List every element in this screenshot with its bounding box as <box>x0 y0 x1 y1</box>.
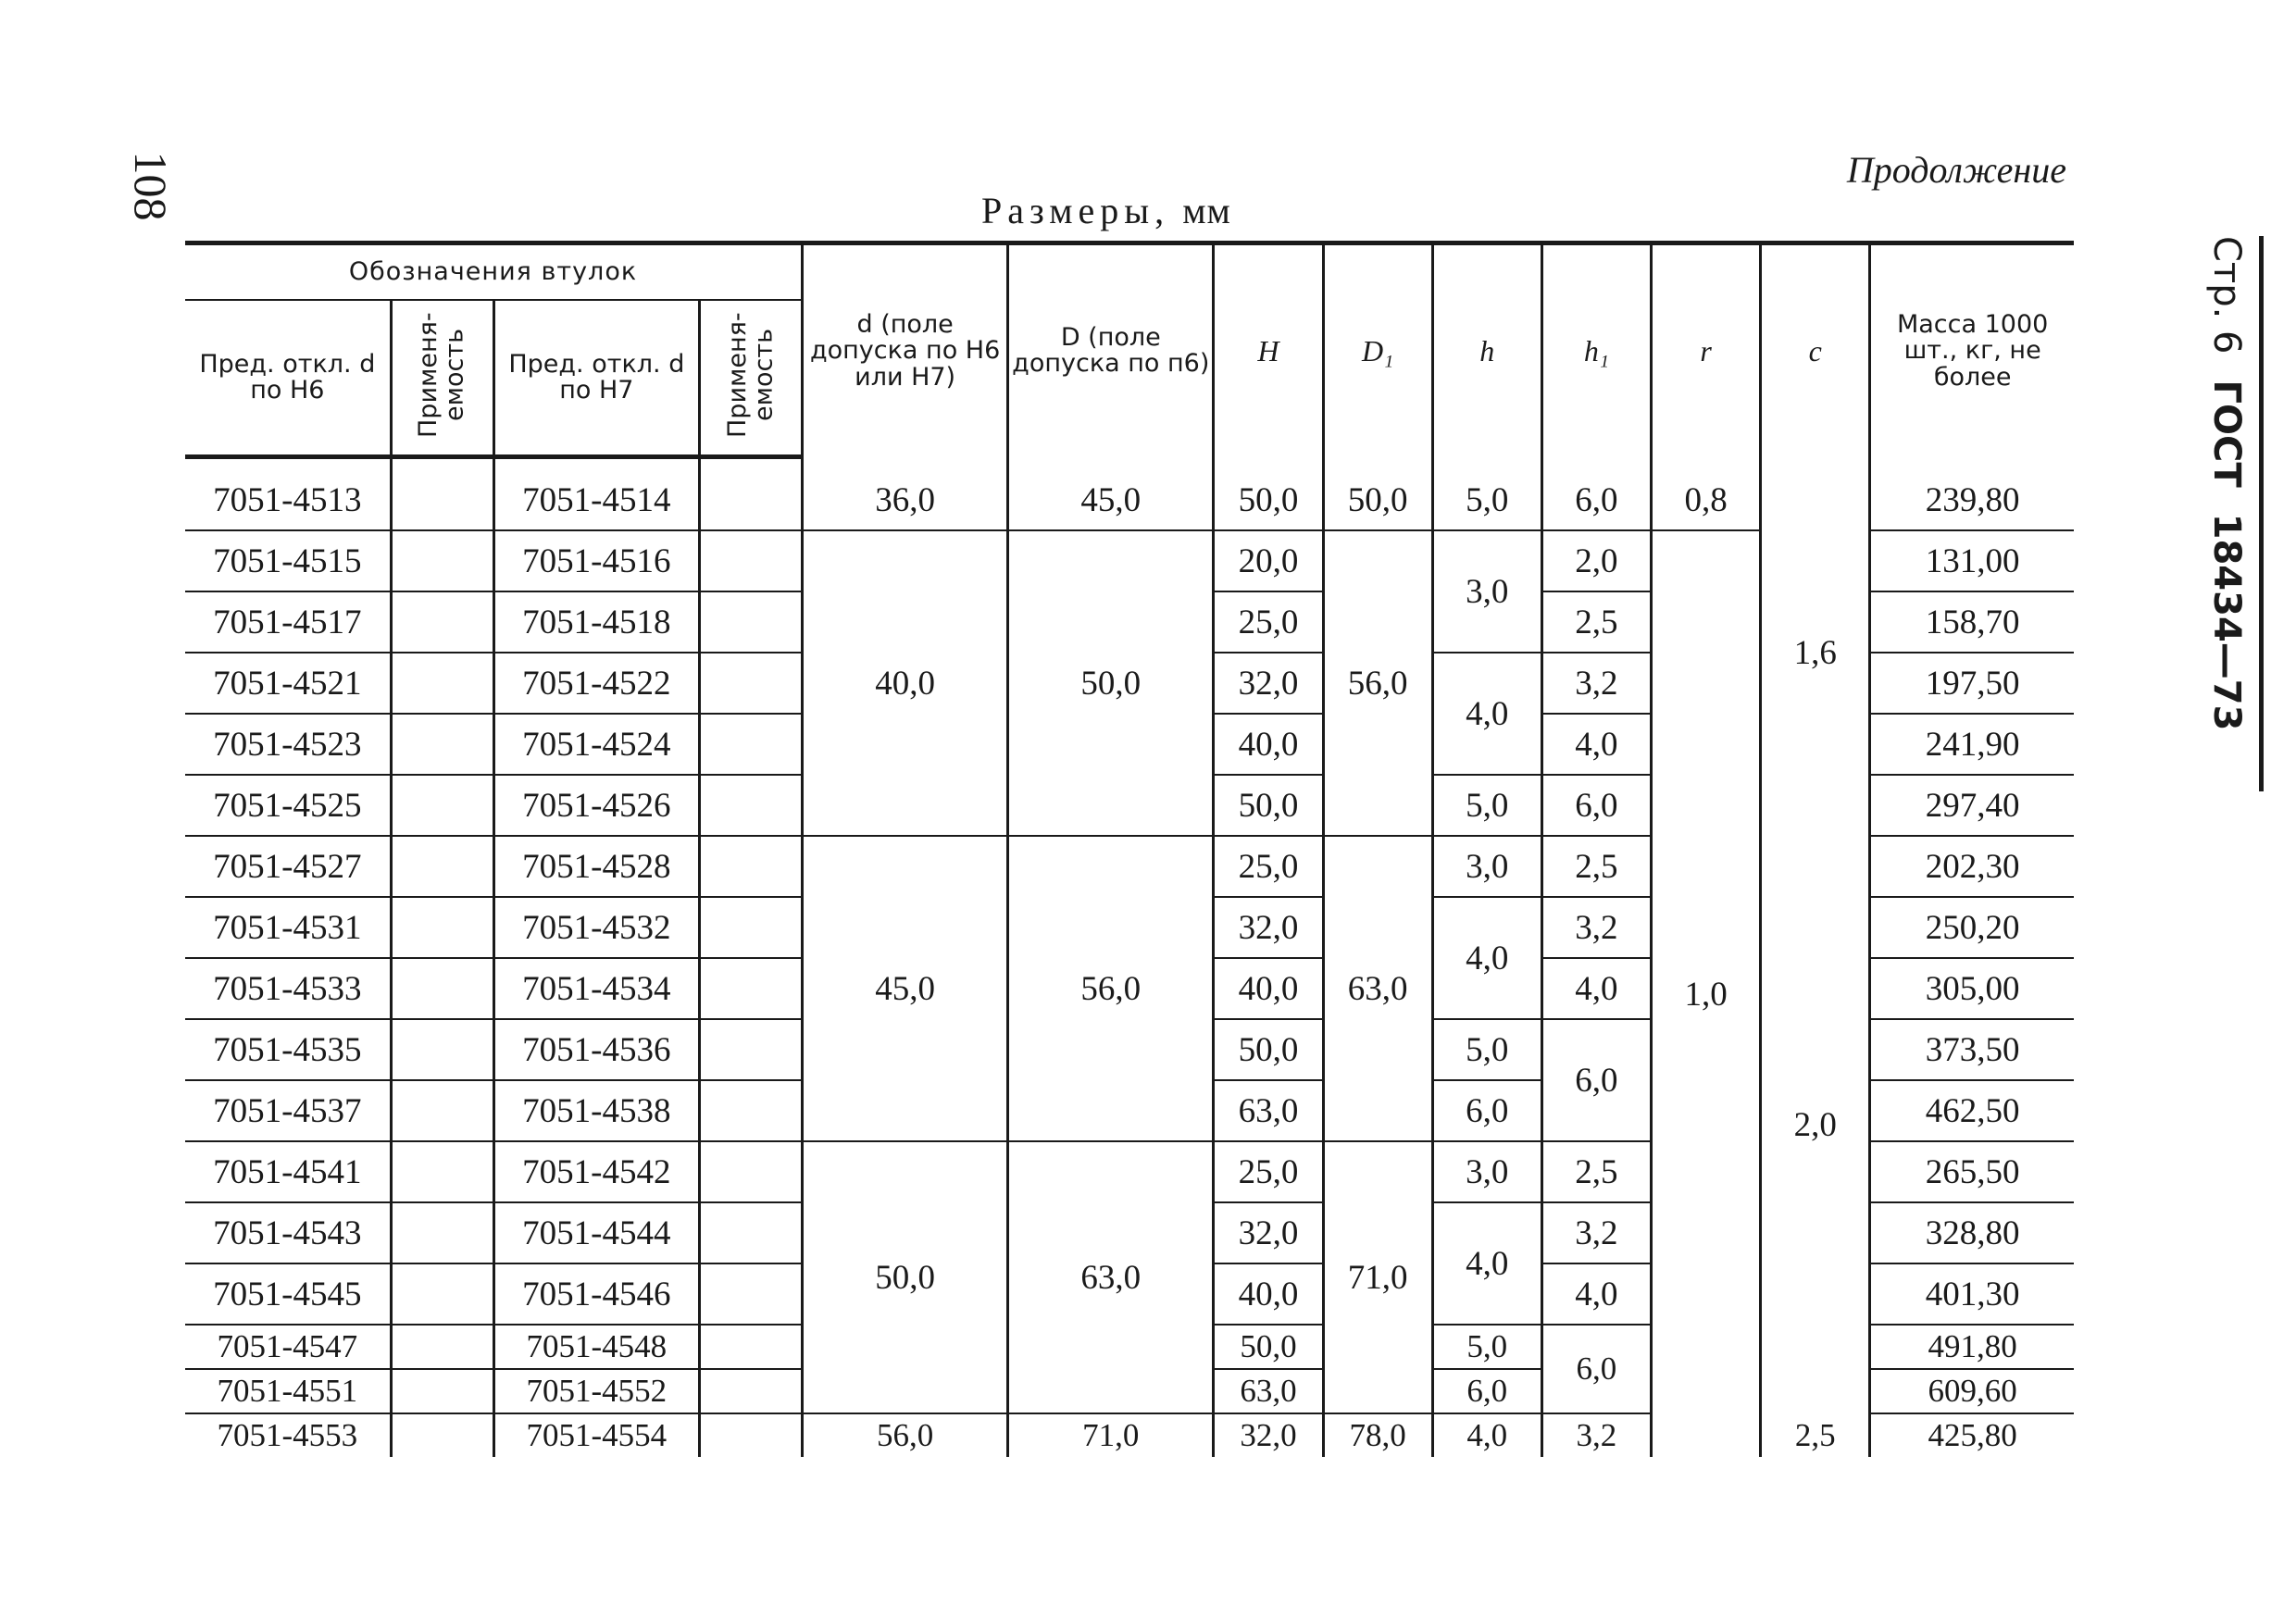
cell-h: 3,0 <box>1432 530 1541 653</box>
table-row <box>185 836 2074 897</box>
cell-H: 32,0 <box>1214 1202 1323 1263</box>
cell-h: 5,0 <box>1432 775 1541 836</box>
cell-applicability <box>391 470 493 530</box>
cell-d: 45,0 <box>803 836 1008 1141</box>
header-applicability-1 <box>391 300 493 457</box>
cell-applicability <box>391 1413 493 1457</box>
header-pred-h6: Пред. откл. d по Н6 <box>185 300 391 457</box>
cell-pred-h7: 7051-4538 <box>493 1080 699 1141</box>
table-title <box>981 189 1231 232</box>
cell-pred-h7: 7051-4524 <box>493 714 699 775</box>
cell-mass: 297,40 <box>1870 775 2074 836</box>
cell-applicability <box>699 775 802 836</box>
cell-mass: 491,80 <box>1870 1325 2074 1369</box>
cell-pred-h6: 7051-4527 <box>185 836 391 897</box>
cell-pred-h7: 7051-4534 <box>493 958 699 1019</box>
cell-H: 50,0 <box>1214 1325 1323 1369</box>
cell-pred-h7: 7051-4546 <box>493 1263 699 1325</box>
cell-mass: 158,70 <box>1870 591 2074 653</box>
cell-c: 2,0 <box>1761 836 1870 1413</box>
cell-pred-h7: 7051-4516 <box>493 530 699 591</box>
cell-H: 50,0 <box>1214 775 1323 836</box>
cell-H: 40,0 <box>1214 714 1323 775</box>
cell-applicability <box>391 1202 493 1263</box>
cell-h1: 2,5 <box>1541 591 1651 653</box>
cell-applicability <box>699 714 802 775</box>
cell-D1: 63,0 <box>1323 836 1432 1141</box>
cell-D: 45,0 <box>1008 470 1214 530</box>
cell-c: 1,6 <box>1761 470 1870 836</box>
cell-pred-h7: 7051-4554 <box>493 1413 699 1457</box>
cell-pred-h6: 7051-4541 <box>185 1141 391 1202</box>
cell-pred-h6: 7051-4547 <box>185 1325 391 1369</box>
cell-pred-h7: 7051-4522 <box>493 653 699 714</box>
cell-mass: 197,50 <box>1870 653 2074 714</box>
cell-applicability <box>391 897 493 958</box>
cell-applicability <box>391 775 493 836</box>
cell-mass: 202,30 <box>1870 836 2074 897</box>
cell-pred-h6: 7051-4525 <box>185 775 391 836</box>
cell-D1: 56,0 <box>1323 530 1432 836</box>
header-D1: D₁ <box>1323 243 1432 457</box>
cell-H: 63,0 <box>1214 1080 1323 1141</box>
cell-H: 32,0 <box>1214 653 1323 714</box>
cell-pred-h7: 7051-4518 <box>493 591 699 653</box>
running-header-standard: ГОСТ <box>2205 380 2249 488</box>
cell-H: 20,0 <box>1214 530 1323 591</box>
header-applicability-2 <box>699 300 802 457</box>
cell-r: 1,0 <box>1652 530 1761 1457</box>
cell-h: 5,0 <box>1432 1325 1541 1369</box>
cell-applicability <box>699 1019 802 1080</box>
cell-pred-h6: 7051-4545 <box>185 1263 391 1325</box>
cell-applicability <box>699 653 802 714</box>
cell-pred-h6: 7051-4515 <box>185 530 391 591</box>
cell-applicability <box>391 1080 493 1141</box>
cell-pred-h6: 7051-4553 <box>185 1413 391 1457</box>
cell-h1: 4,0 <box>1541 714 1651 775</box>
cell-h: 4,0 <box>1432 653 1541 775</box>
cell-D1: 78,0 <box>1323 1413 1432 1457</box>
cell-pred-h6: 7051-4531 <box>185 897 391 958</box>
running-header-number: 18434—73 <box>2205 513 2249 731</box>
header-bushing-designations: Обозначения втулок <box>185 243 803 301</box>
cell-pred-h7: 7051-4514 <box>493 470 699 530</box>
cell-H: 25,0 <box>1214 836 1323 897</box>
cell-D: 50,0 <box>1008 530 1214 836</box>
cell-h: 5,0 <box>1432 1019 1541 1080</box>
cell-applicability <box>391 1369 493 1413</box>
table-title-main: Размеры, <box>981 190 1170 231</box>
cell-mass: 328,80 <box>1870 1202 2074 1263</box>
running-header <box>2199 236 2264 791</box>
cell-pred-h6: 7051-4521 <box>185 653 391 714</box>
cell-mass: 250,20 <box>1870 897 2074 958</box>
header-pred-h7: Пред. откл. d по Н7 <box>493 300 699 457</box>
cell-h: 6,0 <box>1432 1080 1541 1141</box>
header-gap-row <box>185 457 2074 471</box>
cell-pred-h7: 7051-4552 <box>493 1369 699 1413</box>
cell-pred-h6: 7051-4535 <box>185 1019 391 1080</box>
cell-mass: 462,50 <box>1870 1080 2074 1141</box>
header-applicability-1-text: Применя-емость <box>414 312 469 438</box>
cell-pred-h7: 7051-4528 <box>493 836 699 897</box>
cell-applicability <box>699 836 802 897</box>
cell-applicability <box>699 530 802 591</box>
cell-mass: 239,80 <box>1870 470 2074 530</box>
cell-H: 63,0 <box>1214 1369 1323 1413</box>
cell-r: 0,8 <box>1652 470 1761 530</box>
cell-applicability <box>699 1325 802 1369</box>
cell-mass: 425,80 <box>1870 1413 2074 1457</box>
cell-h1: 2,0 <box>1541 530 1651 591</box>
cell-H: 32,0 <box>1214 897 1323 958</box>
cell-pred-h7: 7051-4526 <box>493 775 699 836</box>
page-number: 108 <box>125 151 177 221</box>
cell-D1: 71,0 <box>1323 1141 1432 1413</box>
header-c: c <box>1761 243 1870 457</box>
cell-pred-h6: 7051-4551 <box>185 1369 391 1413</box>
header-D: D (поле допуска по п6) <box>1008 243 1214 457</box>
cell-applicability <box>699 1413 802 1457</box>
header-applicability-2-text: Применя-емость <box>722 312 778 438</box>
cell-applicability <box>699 591 802 653</box>
cell-h: 6,0 <box>1432 1369 1541 1413</box>
cell-pred-h6: 7051-4537 <box>185 1080 391 1141</box>
cell-applicability <box>391 530 493 591</box>
cell-D1: 50,0 <box>1323 470 1432 530</box>
cell-applicability <box>699 958 802 1019</box>
cell-applicability <box>391 836 493 897</box>
cell-h: 3,0 <box>1432 836 1541 897</box>
cell-pred-h6: 7051-4523 <box>185 714 391 775</box>
cell-D: 56,0 <box>1008 836 1214 1141</box>
cell-applicability <box>699 1263 802 1325</box>
table-row <box>185 470 2074 530</box>
cell-D: 71,0 <box>1008 1413 1214 1457</box>
cell-h1: 3,2 <box>1541 1202 1651 1263</box>
cell-d: 50,0 <box>803 1141 1008 1413</box>
cell-applicability <box>699 1369 802 1413</box>
cell-pred-h6: 7051-4517 <box>185 591 391 653</box>
table-title-unit: мм <box>1182 190 1231 231</box>
cell-h: 4,0 <box>1432 1413 1541 1457</box>
cell-applicability <box>391 1141 493 1202</box>
cell-h1: 3,2 <box>1541 1413 1651 1457</box>
cell-H: 40,0 <box>1214 1263 1323 1325</box>
cell-mass: 305,00 <box>1870 958 2074 1019</box>
header-r: r <box>1652 243 1761 457</box>
cell-h: 4,0 <box>1432 1202 1541 1325</box>
cell-pred-h6: 7051-4533 <box>185 958 391 1019</box>
cell-h1: 3,2 <box>1541 897 1651 958</box>
header-h: h <box>1432 243 1541 457</box>
cell-H: 25,0 <box>1214 591 1323 653</box>
cell-d: 40,0 <box>803 530 1008 836</box>
cell-h1: 4,0 <box>1541 1263 1651 1325</box>
cell-pred-h7: 7051-4548 <box>493 1325 699 1369</box>
cell-mass: 241,90 <box>1870 714 2074 775</box>
header-h1: h₁ <box>1541 243 1651 457</box>
cell-applicability <box>699 1080 802 1141</box>
table-row <box>185 1413 2074 1457</box>
cell-applicability <box>391 958 493 1019</box>
header-mass: Масса 1000 шт., кг, не более <box>1870 243 2074 457</box>
cell-applicability <box>699 1202 802 1263</box>
header-H: H <box>1214 243 1323 457</box>
cell-H: 32,0 <box>1214 1413 1323 1457</box>
cell-H: 25,0 <box>1214 1141 1323 1202</box>
cell-h1: 6,0 <box>1541 1325 1651 1413</box>
cell-H: 50,0 <box>1214 1019 1323 1080</box>
cell-mass: 265,50 <box>1870 1141 2074 1202</box>
cell-h: 4,0 <box>1432 897 1541 1019</box>
cell-mass: 373,50 <box>1870 1019 2074 1080</box>
cell-h1: 6,0 <box>1541 470 1651 530</box>
cell-applicability <box>391 714 493 775</box>
cell-applicability <box>699 470 802 530</box>
cell-pred-h6: 7051-4513 <box>185 470 391 530</box>
cell-mass: 401,30 <box>1870 1263 2074 1325</box>
cell-mass: 131,00 <box>1870 530 2074 591</box>
cell-H: 50,0 <box>1214 470 1323 530</box>
cell-H: 40,0 <box>1214 958 1323 1019</box>
cell-h: 3,0 <box>1432 1141 1541 1202</box>
continuation-label: Продолжение <box>1846 149 2066 191</box>
dimensions-table-wrap <box>185 241 2074 1457</box>
cell-h1: 2,5 <box>1541 836 1651 897</box>
cell-h1: 6,0 <box>1541 1019 1651 1141</box>
cell-d: 36,0 <box>803 470 1008 530</box>
cell-h1: 6,0 <box>1541 775 1651 836</box>
dimensions-table <box>185 241 2074 1457</box>
cell-applicability <box>699 897 802 958</box>
cell-pred-h7: 7051-4542 <box>493 1141 699 1202</box>
cell-pred-h6: 7051-4543 <box>185 1202 391 1263</box>
cell-h1: 4,0 <box>1541 958 1651 1019</box>
cell-h1: 2,5 <box>1541 1141 1651 1202</box>
cell-applicability <box>391 1263 493 1325</box>
cell-applicability <box>391 1325 493 1369</box>
cell-pred-h7: 7051-4532 <box>493 897 699 958</box>
cell-pred-h7: 7051-4544 <box>493 1202 699 1263</box>
cell-applicability <box>699 1141 802 1202</box>
header-d: d (поле допуска по Н6 или Н7) <box>803 243 1008 457</box>
running-header-page: Стр. 6 <box>2205 236 2249 355</box>
cell-h1: 3,2 <box>1541 653 1651 714</box>
cell-mass: 609,60 <box>1870 1369 2074 1413</box>
cell-pred-h7: 7051-4536 <box>493 1019 699 1080</box>
cell-d: 56,0 <box>803 1413 1008 1457</box>
cell-applicability <box>391 1019 493 1080</box>
cell-applicability <box>391 591 493 653</box>
cell-c: 2,5 <box>1761 1413 1870 1457</box>
cell-D: 63,0 <box>1008 1141 1214 1413</box>
cell-applicability <box>391 653 493 714</box>
cell-h: 5,0 <box>1432 470 1541 530</box>
